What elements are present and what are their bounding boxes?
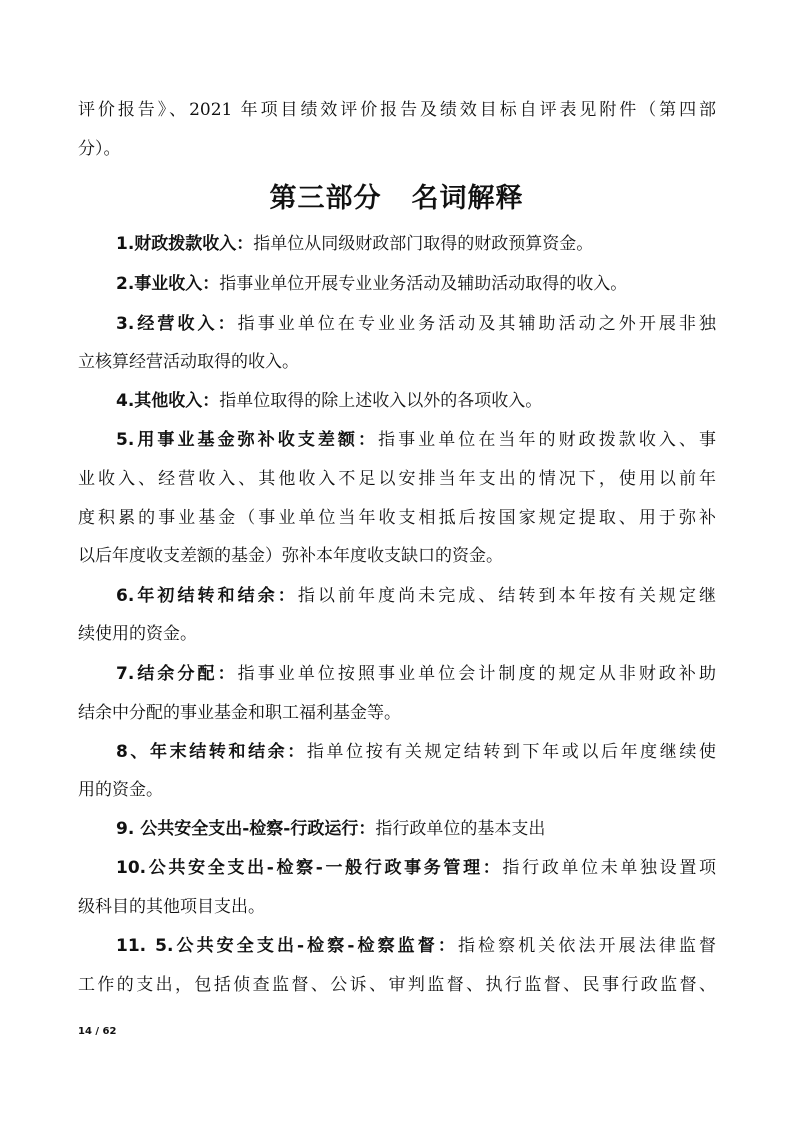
glossary-item-11	[116, 936, 716, 956]
glossary-item-1	[116, 234, 716, 254]
term-label: 3.经营收入：	[116, 314, 238, 334]
glossary-item-5-cont-2: 度积累的事业基金（事业单位当年收支相抵后按国家规定提取、用于弥补	[78, 508, 716, 528]
term-definition: 指检察机关依法开展法律监督	[457, 936, 716, 956]
term-label: 11. 5.公共安全支出-检察-检察监督：	[116, 936, 458, 956]
glossary-item-10	[116, 858, 716, 878]
term-label: 2.事业收入：	[116, 274, 220, 294]
term-definition: 指以前年度尚未完成、结转到本年按有关规定继	[297, 586, 717, 606]
section-part: 第三部分	[269, 183, 382, 214]
term-label: 5.用事业基金弥补收支差额：	[116, 430, 379, 450]
glossary-item-5-cont-3: 以后年度收支差额的基金）弥补本年度收支缺口的资金。	[78, 546, 503, 566]
section-heading	[0, 176, 793, 215]
term-label: 8、年末结转和结余：	[116, 742, 307, 762]
intro-line-2: 分）。	[78, 139, 121, 159]
term-definition: 指事业单位在专业业务活动及其辅助活动之外开展非独	[237, 314, 716, 334]
glossary-item-10-cont: 级科目的其他项目支出。	[78, 897, 265, 917]
glossary-item-8	[116, 742, 716, 762]
term-definition: 指事业单位开展专业业务活动及辅助活动取得的收入。	[219, 274, 628, 294]
glossary-item-6	[116, 586, 716, 606]
intro-line-1: 评价报告》、2021 年项目绩效评价报告及绩效目标自评表见附件（第四部	[78, 100, 716, 120]
section-title: 名词解释	[411, 183, 524, 214]
term-label: 4.其他收入：	[116, 391, 220, 411]
term-definition: 指单位从同级财政部门取得的财政预算资金。	[253, 234, 594, 254]
glossary-item-5	[116, 430, 716, 450]
glossary-item-3-cont: 立核算经营活动取得的收入。	[78, 352, 299, 372]
page-number: 14 / 62	[78, 1026, 117, 1037]
glossary-item-6-cont: 续使用的资金。	[78, 624, 197, 644]
glossary-item-11-cont: 工作的支出，包括侦查监督、公诉、审判监督、执行监督、民事行政监督、	[78, 975, 716, 995]
glossary-item-2	[116, 274, 716, 294]
term-definition: 指行政单位未单独设置项	[502, 858, 716, 878]
glossary-item-7	[116, 664, 716, 684]
glossary-item-8-cont: 用的资金。	[78, 780, 163, 800]
term-label: 10.公共安全支出-检察-一般行政事务管理：	[116, 858, 503, 878]
glossary-item-3	[116, 314, 716, 334]
term-label: 1.财政拨款收入：	[116, 234, 254, 254]
term-definition: 指事业单位在当年的财政拨款收入、事	[378, 430, 717, 450]
glossary-item-7-cont: 结余中分配的事业基金和职工福利基金等。	[78, 703, 401, 723]
glossary-item-4	[116, 391, 716, 411]
term-definition: 指单位按有关规定结转到下年或以后年度继续使	[306, 742, 716, 762]
term-label: 7.结余分配：	[116, 664, 238, 684]
term-label: 9. 公共安全支出-检察-行政运行：	[116, 819, 376, 839]
glossary-item-5-cont-1: 业收入、经营收入、其他收入不足以安排当年支出的情况下，使用以前年	[78, 469, 716, 489]
term-definition: 指行政单位的基本支出	[375, 819, 546, 839]
term-label: 6.年初结转和结余：	[116, 586, 298, 606]
term-definition: 指事业单位按照事业单位会计制度的规定从非财政补助	[237, 664, 716, 684]
glossary-item-9	[116, 819, 716, 839]
term-definition: 指单位取得的除上述收入以外的各项收入。	[219, 391, 543, 411]
